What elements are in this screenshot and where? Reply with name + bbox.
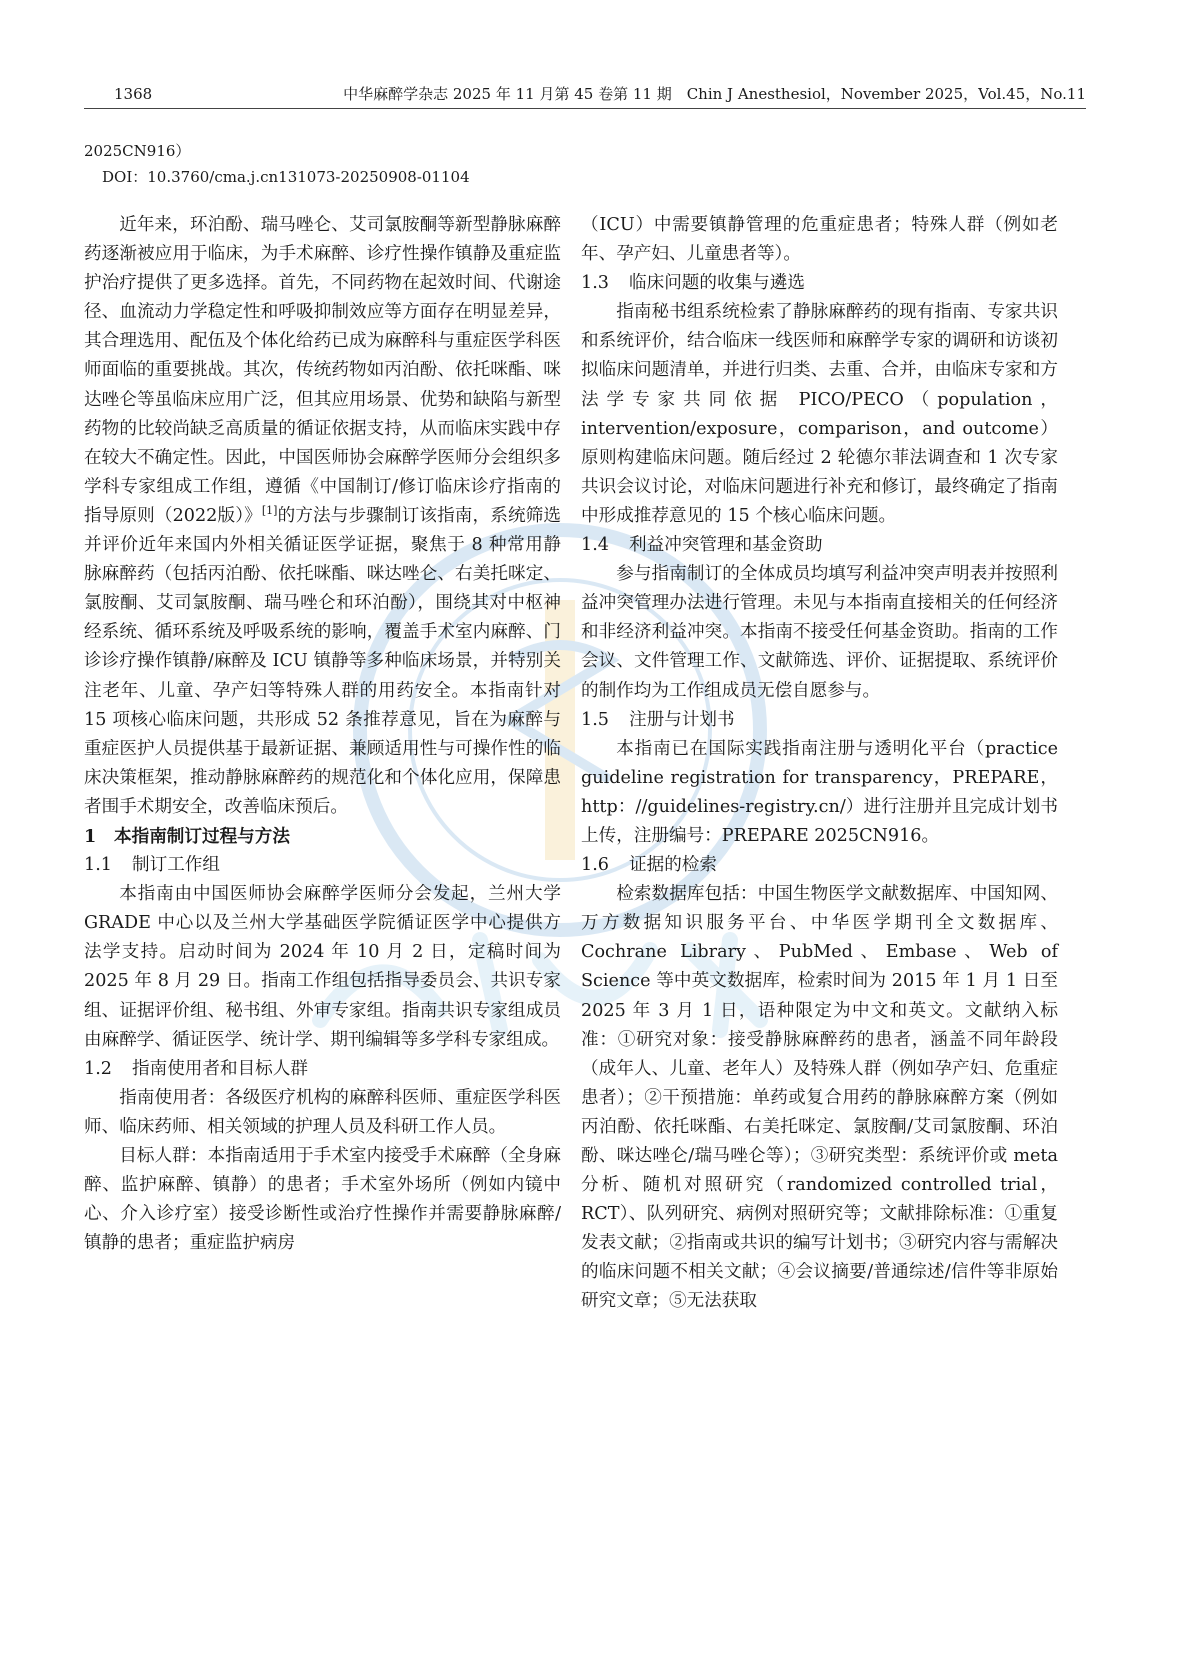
section-1-6-heading: 1.6 证据的检索 <box>581 855 717 876</box>
section-1-5-text: 本指南已在国际实践指南注册与透明化平台（practice guideline registration for transparency，PREPARE，http：//guidelines-registry.cn/）进行注册并且完成计划书上传，注册编号：PREPARE 2025CN916。 <box>581 738 1058 846</box>
inclusion-criteria: 文献纳入标准：①研究对象：接受静脉麻醉药的患者，涵盖不同年龄段（成年人、儿童、老年人）及特殊人群（例如孕产妇、危重症患者）；②干预措施：单药或复合用药的静脉麻醉方案（例如丙泊酚、依托咪酯、右美托咪定、氯胺酮/艾司氯胺酮、环泊酚、咪达唑仑/瑞马唑仑等）；③研究类型：系统评价或 meta 分析、随机对照研究（randomized controlled trial，RCT）、队列研究、病例对照研究等；文献排除标准：①重复发表文献；②指南或共识的编写计划书；③研究内容与需解决的临床问题不相关文献；④会议摘要/普通综述/信件等非原始研究文章；⑤无法获取 <box>581 1000 1058 1312</box>
section-1-2-continued: （ICU）中需要镇静管理的危重症患者；特殊人群（例如老年、孕产妇、儿童患者等）。 <box>581 215 1058 265</box>
section-1-heading: 1 本指南制订过程与方法 <box>84 825 290 847</box>
registration-tail: 2025CN916） <box>84 142 191 160</box>
section-1-2-users: 指南使用者：各级医疗机构的麻醉科医师、重症医学科医师、临床药师、相关领域的护理人员及科研工作人员。 <box>84 1087 561 1137</box>
page-number: 1368 <box>114 85 153 103</box>
section-1-4-text: 参与指南制订的全体成员均填写利益冲突声明表并按照利益冲突管理办法进行管理。未见与本指南直接相关的任何经济和非经济利益冲突。本指南不接受任何基金资助。指南的工作会议、文件管理工作、文献筛选、评价、证据提取、系统评价的制作均为工作组成员无偿自愿参与。 <box>581 564 1058 701</box>
article-meta <box>84 138 470 190</box>
right-column <box>581 211 1058 1317</box>
section-1-3-heading: 1.3 临床问题的收集与遴选 <box>581 273 805 294</box>
section-1-2-heading: 1.2 指南使用者和目标人群 <box>84 1058 308 1079</box>
intro-paragraph: 近年来，环泊酚、瑞马唑仑、艾司氯胺酮等新型静脉麻醉药逐渐被应用于临床，为手术麻醉、诊疗性操作镇静及重症监护治疗提供了更多选择。首先，不同药物在起效时间、代谢途径、血流动力学稳定性和呼吸抑制效应等方面存在明显差异，其合理选用、配伍及个体化给药已成为麻醉科与重症医学科医师面临的重要挑战。其次，传统药物如丙泊酚、依托咪酯、咪达唑仑等虽临床应用广泛，但其应用场景、优势和缺陷与新型药物的比较尚缺乏高质量的循证依据支持，从而临床实践中存在较大不确定性。因此，中国医师协会麻醉学医师分会组织多学科专家组成工作组，遵循《中国制订/修订临床诊疗指南的指导原则（2022版）》[1]的方法与步骤制订该指南，系统筛选并评价近年来国内外相关循证医学证据，聚焦于 8 种常用静脉麻醉药（包括丙泊酚、依托咪酯、咪达唑仑、右美托咪定、氯胺酮、艾司氯胺酮、瑞马唑仑和环泊酚），围绕其对中枢神经系统、循环系统及呼吸系统的影响，覆盖手术室内麻醉、门诊诊疗操作镇静/麻醉及 ICU 镇静等多种临床场景，并特别关注老年、儿童、孕产妇等特殊人群的用药安全。本指南针对 15 项核心临床问题，共形成 52 条推荐意见，旨在为麻醉与重症医护人员提供基于最新证据、兼顾适用性与可操作性的临床决策框架，推动静脉麻醉药的规范化和个体化应用，保障患者围手术期安全，改善临床预后。 <box>84 215 561 817</box>
left-column <box>84 211 561 1258</box>
running-header <box>84 84 1086 109</box>
section-1-2-target: 目标人群：本指南适用于手术室内接受手术麻醉（全身麻醉、监护麻醉、镇静）的患者；手术室外场所（例如内镜中心、介入诊疗室）接受诊断性或治疗性操作并需要静脉麻醉/镇静的患者；重症监护病房 <box>84 1146 561 1254</box>
section-1-1-text: 本指南由中国医师协会麻醉学医师分会发起，兰州大学 GRADE 中心以及兰州大学基础医学院循证医学中心提供方法学支持。启动时间为 2024 年 10 月 2 日，定稿时间为 2025 年 8 月 29 日。指南工作组包括指导委员会、共识专家组、证据评价组、秘书组、外审专家组。指南共识专家组成员由麻醉学、循证医学、统计学、期刊编辑等多学科专家组成。 <box>84 884 561 1050</box>
section-1-4-heading: 1.4 利益冲突管理和基金资助 <box>581 535 823 556</box>
section-1-5-heading: 1.5 注册与计划书 <box>581 709 735 730</box>
doi: DOI：10.3760/cma.j.cn131073-20250908-01104 <box>102 168 470 186</box>
section-1-3-text: 指南秘书组系统检索了静脉麻醉药的现有指南、专家共识和系统评价，结合临床一线医师和麻醉学专家的调研和访谈初拟临床问题清单，并进行归类、去重、合并，由临床专家和方法学专家共同依据 PICO/PECO（population，intervention/exposure，comparison，and outcome）原则构建临床问题。随后经过 2 轮德尔菲法调查和 1 次专家共识会议讨论，对临床问题进行补充和修订，最终确定了指南中形成推荐意见的 15 个核心临床问题。 <box>581 302 1058 526</box>
journal-citation: 中华麻醉学杂志 2025 年 11 月第 45 卷第 11 期 Chin J Anesthesiol，November 2025，Vol.45，No.11 <box>343 85 1086 103</box>
reference-1[interactable]: [1] <box>261 504 278 518</box>
section-1-6-text: 检索数据库包括：中国生物医学文献数据库、中国知网、万方数据知识服务平台、中华医学期刊全文数据库、Cochrane Library、PubMed、Embase、Web of Science 等中英文数据库，检索时间为 2015 年 1 月 1 日至 2025 年 3 月 1 日，语种限定为中文和英文。文献纳入标准：①研究对象：接受静脉麻醉药的患者，涵盖不同年龄段（成年人、儿童、老年人）及特殊人群（例如孕产妇、危重症患者）；②干预措施：单药或复合用药的静脉麻醉方案（例如丙泊酚、依托咪酯、右美托咪定、氯胺酮/艾司氯胺酮、环泊酚、咪达唑仑/瑞马唑仑等）；③研究类型：系统评价或 meta 分析、随机对照研究（randomized controlled trial，RCT）、队列研究、病例对照研究等；文献排除标准：①重复发表文献；②指南或共识的编写计划书；③研究内容与需解决的临床问题不相关文献；④会议摘要/普通综述/信件等非原始研究文章；⑤无法获取 <box>581 884 1058 1312</box>
section-1-1-heading: 1.1 制订工作组 <box>84 855 220 876</box>
